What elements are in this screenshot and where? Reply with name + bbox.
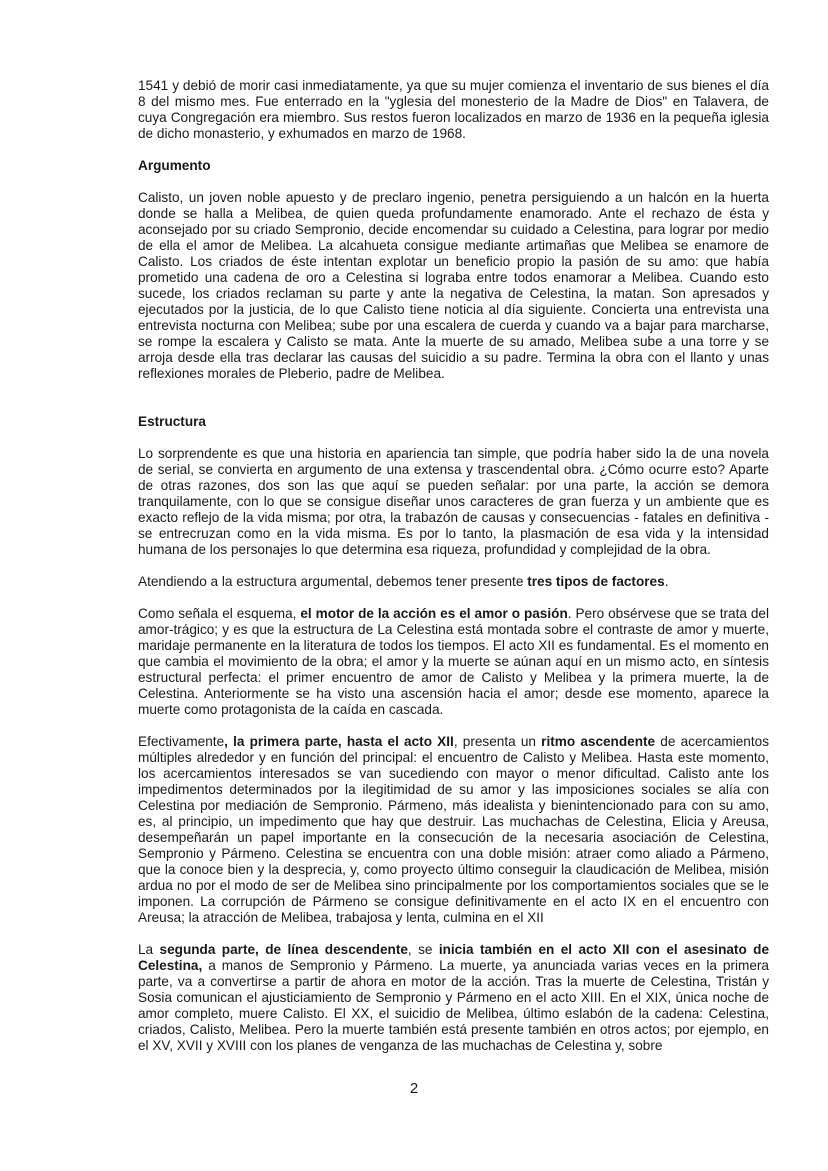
intro-paragraph: 1541 y debió de morir casi inmediatamente, ya que su mujer comienza el inventario de sus bienes el día 8 del mismo mes. Fue enterrado en la "yglesia del monesterio de la Madre de Dios" en Talavera, de cuya Congregación era miembro. Sus restos fueron localizados en marzo de 1936 en la pequeña iglesia de dicho monasterio, y exhumados en marzo de 1968. [138, 78, 769, 141]
bold-text-run: el motor de la acción es el amor o pasión [300, 606, 568, 621]
section-heading-estructura: Estructura [138, 414, 206, 429]
text-run: de acercamientos múltiples alrededor y en función del principal: el encuentro de Calisto y Melibea. Hasta este momento, los acercamientos interesados se van sucediendo con mayor o menor dificultad. Calisto ante los impedimentos determinados por la ilegitimidad de su amor y las imposiciones sociales se alía con Celestina por mediación de Sempronio. Pármeno, más idealista y bienintencionado para con su amo, es, al principio, un impedimento que hay que destruir. Las muchachas de Celestina, Elicia y Areusa, desempeñarán un papel importante en la consecución de la necesaria asociación de Celestina, Sempronio y Pármeno. Celestina se encuentra con una doble misión: atraer como aliado a Pármeno, que la conoce bien y la desprecia, y, como proyecto último conseguir la claudicación de Melibea, misión ardua no por el modo de ser de Melibea sino principalmente por los comportamientos sociales que se le imponen. La corrupción de Pármeno se consigue definitivamente en el acto IX en el encuentro con Areusa; la atracción de Melibea, trabajosa y lenta, culmina en el XII [138, 734, 770, 925]
bold-text-run: , la primera parte, hasta el acto XII [224, 734, 454, 749]
text-run: . Pero obsérvese que se trata del amor-trágico; y es que la estructura de La Celestina está montada sobre el contraste de amor y muerte, maridaje permanente en la literatura de todos los tiempos. El acto XII es fundamental. Es el momento en que cambia el movimiento de la obra; el amor y la muerte se aúnan aquí en un mismo acto, en síntesis estructural perfecta: el primer encuentro de amor de Calisto y Melibea y la primera muerte, la de Celestina. Anteriormente se ha visto una ascensión hacia el amor; desde ese momento, aparece la muerte como protagonista de la caída en cascada. [138, 606, 769, 717]
page-body [138, 78, 769, 1070]
section-heading-argumento: Argumento [138, 158, 211, 173]
bold-text-run: ritmo ascendente [541, 734, 656, 749]
text-run: , presenta un [453, 734, 542, 749]
text-run: La [138, 942, 160, 957]
page-number: 2 [409, 1080, 419, 1097]
text-run: Atendiendo a la estructura argumental, debemos tener presente [138, 574, 528, 589]
text-run: a manos de Sempronio y Pármeno. La muerte, ya anunciada varias veces en la primera parte, va a convertirse a partir de ahora en motor de la acción. Tras la muerte de Celestina, Tristán y Sosia comunican el ajusticiamiento de Sempronio y Pármeno en el acto XIII. En el XIX, única noche de amor completo, muere Calisto. El XX, el suicidio de Melibea, último eslabón de la cadena: Celestina, criados, Calisto, Melibea. Pero la muerte también está presente también en otros actos; por ejemplo, en el XV, XVII y XVIII con los planes de venganza de las muchachas de Celestina y, sobre [138, 958, 769, 1053]
text-run: . [664, 574, 669, 589]
estructura-paragraph-2 [138, 574, 769, 590]
estructura-paragraph-3 [138, 606, 769, 718]
text-run: Como señala el esquema, [138, 606, 301, 621]
bold-text-run: segunda parte, de línea descendente [159, 942, 408, 957]
estructura-paragraph-5 [138, 942, 769, 1054]
estructura-paragraph-1: Lo sorprendente es que una historia en apariencia tan simple, que podría haber sido la de una novela de serial, se convierta en argumento de una extensa y trascendental obra. ¿Cómo ocurre esto? Aparte de otras razones, dos son las que aquí se pueden señalar: por una parte, la acción se demora tranquilamente, con lo que se consigue diseñar unos caracteres de gran fuerza y un ambiente que es exacto reflejo de la vida misma; por otra, la trabazón de causas y consecuencias - fatales en definitiva - se entrecruzan como en la vida misma. Es por lo tanto, la plasmación de esa vida y la intensidad humana de los personajes lo que determina esa riqueza, profundidad y complejidad de la obra. [138, 446, 769, 557]
text-run: Efectivamente [138, 734, 225, 749]
bold-text-run: inicia también en el acto XII con el asesinato de Celestina, [138, 942, 770, 973]
text-run: , se [407, 942, 439, 957]
bold-text-run: tres tipos de factores [527, 574, 665, 589]
estructura-paragraph-4 [138, 734, 769, 926]
argumento-paragraph: Calisto, un joven noble apuesto y de preclaro ingenio, penetra persiguiendo a un halcón en la huerta donde se halla a Melibea, de quien queda profundamente enamorado. Ante el rechazo de ésta y aconsejado por su criado Sempronio, decide encomendar su cuidado a Celestina, para lograr por medio de ella el amor de Melibea. La alcahueta consigue mediante artimañas que Melibea se enamore de Calisto. Los criados de éste intentan explotar un beneficio propio la pasión de su amo: que había prometido una cadena de oro a Celestina si lograba entre todos enamorar a Melibea. Cuando esto sucede, los criados reclaman su parte y ante la negativa de Celestina, la matan. Son apresados y ejecutados por la justicia, de lo que Calisto tiene noticia al día siguiente. Concierta una entrevista una entrevista nocturna con Melibea; sube por una escalera de cuerda y cuando va a bajar para marcharse, se rompe la escalera y Calisto se mata. Ante la muerte de su amado, Melibea sube a una torre y se arroja desde ella tras declarar las causas del suicidio a su padre. Termina la obra con el llanto y unas reflexiones morales de Pleberio, padre de Melibea. [138, 190, 769, 381]
